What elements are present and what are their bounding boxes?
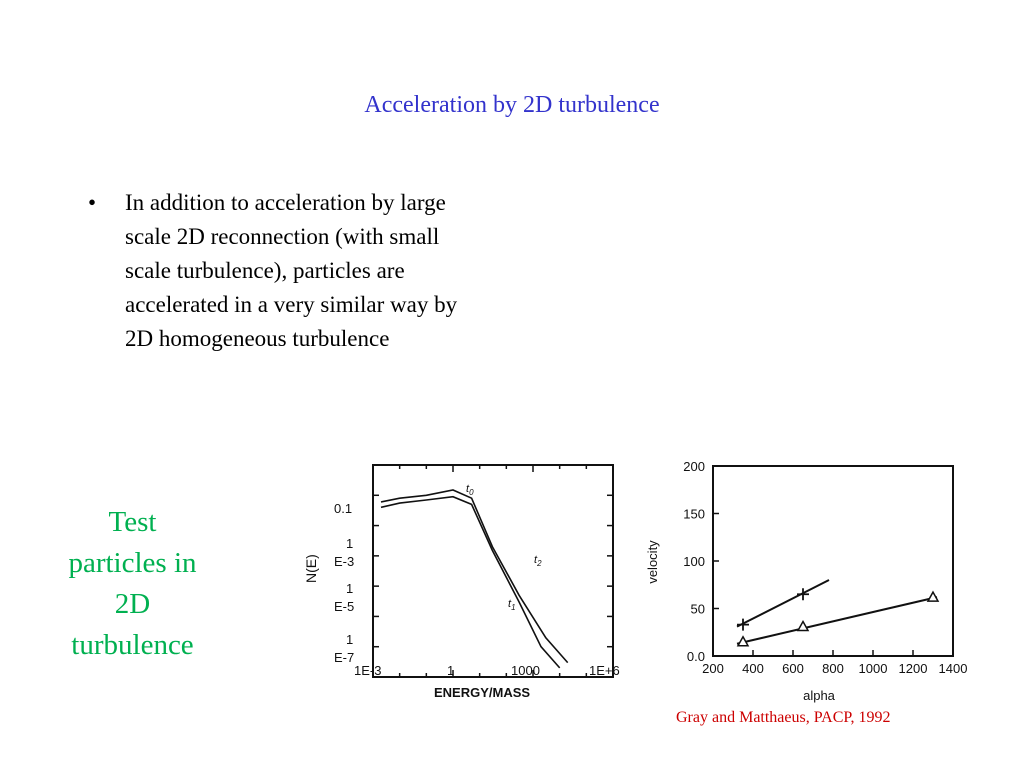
y-tick-label: 1 [346, 632, 354, 647]
y-tick-label: E-3 [334, 554, 355, 569]
curve-label-text: t [466, 483, 470, 495]
plot-frame [713, 466, 953, 656]
curve-label-text: t [508, 598, 512, 610]
y-tick-label: E-5 [334, 599, 355, 614]
curve-label-t0 [466, 483, 474, 497]
y-tick-label: 100 [683, 554, 705, 569]
side-label-line: Test [108, 506, 157, 538]
y-tick-label: E-7 [334, 650, 355, 665]
x-tick-labels [354, 663, 620, 678]
x-tick-label: 1400 [938, 661, 968, 676]
side-label-line: particles in [68, 547, 197, 579]
y-tick-labels [683, 459, 705, 664]
series-line-t1 [381, 497, 560, 668]
fit-line [737, 597, 937, 644]
fit-line [737, 580, 829, 627]
x-tick-label: 1 [447, 663, 455, 678]
x-tick-label: 1000 [511, 663, 540, 678]
energy-spectrum-chart [290, 455, 650, 705]
y-tick-label: 50 [690, 601, 705, 617]
curve-label-t2 [534, 554, 542, 568]
y-axis-label: N(E) [303, 554, 319, 583]
y-tick-label: 200 [683, 459, 705, 474]
side-label [40, 502, 225, 666]
curve-label-sub: 2 [537, 559, 542, 568]
x-tick-label: 400 [742, 661, 764, 676]
side-label-line: turbulence [71, 629, 194, 661]
velocity-alpha-chart [645, 450, 975, 705]
curve-label-sub: 1 [511, 603, 516, 612]
curve-label-sub: 0 [469, 488, 474, 497]
x-tick-labels [702, 661, 967, 676]
bullet-symbol: • [88, 190, 97, 215]
figure-credit: Gray and Matthaeus, PACP, 1992 [676, 709, 891, 726]
side-label-line: 2D [114, 588, 151, 620]
series-line-t0 [381, 490, 568, 663]
x-axis-label: alpha [803, 688, 835, 703]
y-tick-label: 1 [346, 581, 354, 596]
x-axis-label: ENERGY/MASS [434, 685, 531, 700]
bullet-text: In addition to acceleration by large scale 2D reconnection (with small scale turbulence), particles are accelerated in a very similar way by 2D homogeneous turbulence [125, 190, 458, 351]
x-tick-label: 600 [782, 661, 804, 676]
x-tick-label: 1E+6 [589, 663, 620, 678]
x-tick-label: 1200 [898, 661, 928, 676]
y-tick-label: 150 [683, 506, 705, 522]
series-group [737, 580, 938, 646]
x-tick-label: 800 [822, 661, 844, 676]
x-tick-label: 1000 [858, 661, 888, 676]
y-axis-label: velocity [645, 540, 660, 584]
x-tick-label: 1E-3 [354, 663, 382, 678]
y-tick-label: 0.0 [686, 649, 705, 664]
y-tick-label: 1 [346, 536, 354, 551]
data-point [798, 622, 808, 631]
x-tick-label: 200 [702, 661, 724, 676]
curve-label-text: t [534, 554, 538, 566]
curve-label-t1 [508, 598, 516, 612]
slide-title: Acceleration by 2D turbulence [364, 92, 660, 118]
tick-marks [713, 466, 953, 656]
series-group [381, 490, 568, 668]
bullet-item [88, 186, 488, 356]
y-tick-label: 0.1 [334, 501, 353, 516]
y-tick-labels [334, 501, 354, 665]
bullet-list [88, 186, 488, 356]
